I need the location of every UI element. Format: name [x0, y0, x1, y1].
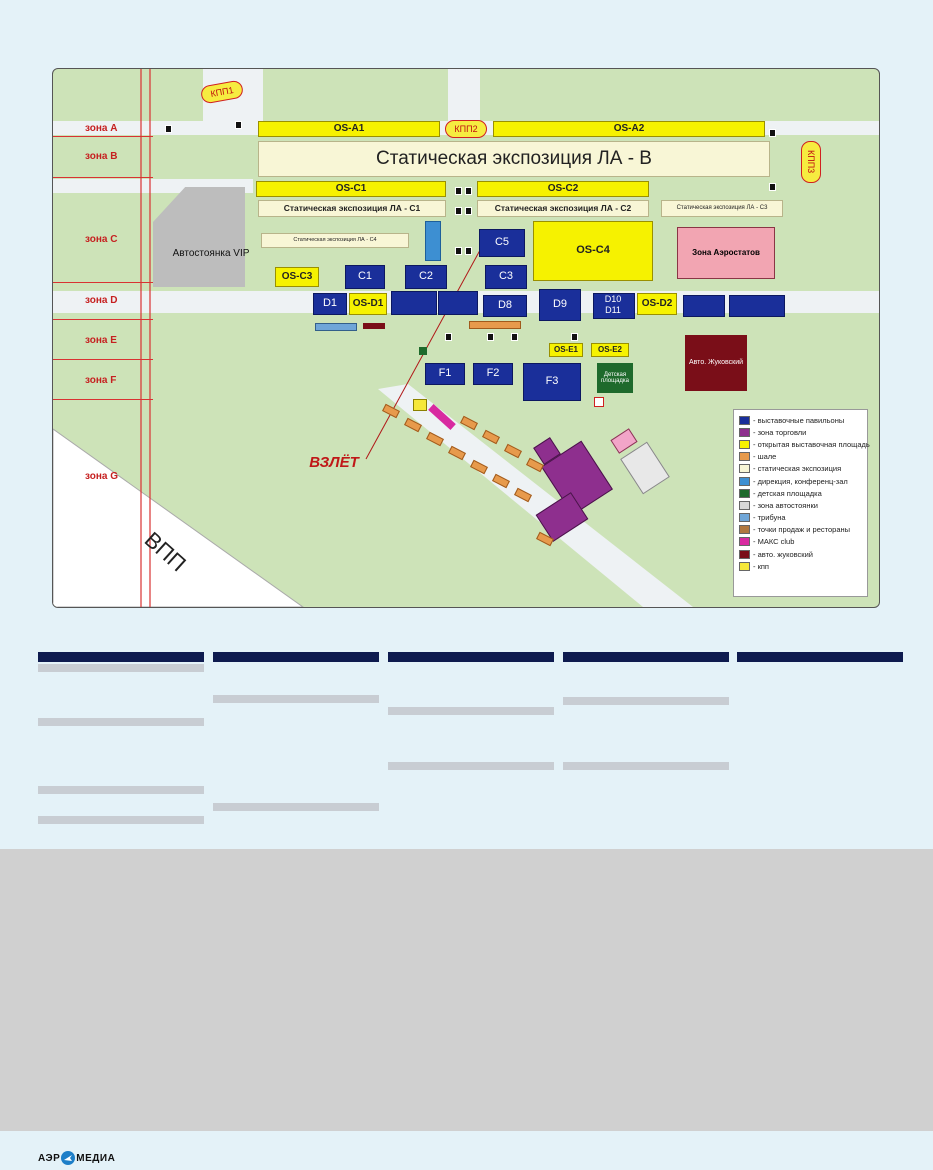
- legend-label: - зона автостоянки: [753, 500, 818, 510]
- legend-label: - МАКС club: [753, 537, 795, 547]
- marker-7: [465, 207, 472, 215]
- legend-item: [739, 499, 862, 511]
- zone-divider-c: [53, 282, 153, 283]
- row-divider: [38, 718, 204, 726]
- legend-swatch: [739, 477, 750, 486]
- directorate-building: [425, 221, 441, 261]
- legend-swatch: [739, 513, 750, 522]
- legend-swatch: [739, 489, 750, 498]
- column-header-4: [563, 652, 729, 662]
- legend-swatch: [739, 440, 750, 449]
- legend-item: [739, 451, 862, 463]
- legend-label: - шале: [753, 452, 777, 462]
- pavilion-d11: D11: [605, 304, 621, 315]
- legend-item: [739, 475, 862, 487]
- pavilion-f3: F3: [523, 363, 581, 401]
- marker-13: [511, 333, 518, 341]
- auto-zhukovsky: Авто. Жуковский: [685, 335, 747, 391]
- legend-item: [739, 524, 862, 536]
- marker-14: [571, 333, 578, 341]
- row-divider: [388, 707, 554, 715]
- os-c2-area: OS-C2: [477, 181, 649, 197]
- legend-swatch: [739, 416, 750, 425]
- column-header-2: [213, 652, 379, 662]
- pavilion-f1: F1: [425, 363, 465, 385]
- legend-item: [739, 536, 862, 548]
- kids-playground: Детская площадка: [597, 363, 633, 393]
- marker-1: [165, 125, 172, 133]
- zone-g-label: зона G: [85, 471, 118, 482]
- runway-label: ВПП: [139, 527, 191, 577]
- column-header-3: [388, 652, 554, 662]
- plane-icon: [61, 1151, 75, 1165]
- legend-label: - открытая выставочная площадь: [753, 439, 870, 449]
- marker-5: [465, 187, 472, 195]
- os-a1-area: OS-A1: [258, 121, 440, 137]
- zone-d-label: зона D: [85, 295, 118, 306]
- os-a2-area: OS-A2: [493, 121, 765, 137]
- restaurant-strip-d: [469, 321, 521, 329]
- pavilion-d-row-right-2: [729, 295, 785, 317]
- grey-placeholder-area: [0, 849, 933, 1131]
- row-divider: [38, 786, 204, 794]
- os-e1-area: OS-E1: [549, 343, 583, 357]
- pavilion-f2: F2: [473, 363, 513, 385]
- parking-vip-label: Автостоянка VIP: [172, 247, 250, 259]
- pavilion-c3: C3: [485, 265, 527, 289]
- os-d1-area: OS-D1: [349, 293, 387, 315]
- legend-label: - кпп: [753, 561, 769, 571]
- zone-f-label: зона F: [85, 375, 117, 386]
- pavilion-d-row-mid: [438, 291, 478, 315]
- tribune-stand: [315, 323, 357, 331]
- zone-divider-d: [53, 319, 153, 320]
- marker-8: [455, 247, 462, 255]
- legend-item: [739, 560, 862, 572]
- os-c1-area: OS-C1: [256, 181, 446, 197]
- pavilion-d-row-left: [391, 291, 437, 315]
- static-expo-c3: Статическая экспозиция ЛА - С3: [661, 200, 783, 217]
- zone-divider-f: [53, 399, 153, 400]
- legend-label: - авто. жуковский: [753, 549, 813, 559]
- zone-divider-e: [53, 359, 153, 360]
- marker-9: [465, 247, 472, 255]
- kpp3-badge: КПП3: [801, 141, 821, 183]
- legend-swatch: [739, 562, 750, 571]
- row-divider: [388, 762, 554, 770]
- marker-2: [235, 121, 242, 129]
- row-divider: [563, 762, 729, 770]
- aeromedia-logo: [38, 1151, 115, 1165]
- legend-item: [739, 548, 862, 560]
- zone-b-label: зона В: [85, 151, 118, 162]
- legend-item: [739, 463, 862, 475]
- row-divider: [38, 816, 204, 824]
- static-expo-c2: Статическая экспозиция ЛА - С2: [477, 200, 649, 217]
- map-legend: [733, 409, 868, 597]
- kids-marker-e: [419, 347, 427, 355]
- legend-label: - зона торговли: [753, 427, 807, 437]
- row-divider: [563, 697, 729, 705]
- os-c3-area: OS-C3: [275, 267, 319, 287]
- legend-item: [739, 438, 870, 450]
- site-map: [52, 68, 880, 608]
- os-d2-area: OS-D2: [637, 293, 677, 315]
- legend-swatch: [739, 501, 750, 510]
- pavilion-d8: D8: [483, 295, 527, 317]
- pavilion-d-row-right-1: [683, 295, 725, 317]
- os-c4-area: OS-C4: [533, 221, 653, 281]
- marker-12: [487, 333, 494, 341]
- tribune-stand-2: [363, 323, 385, 329]
- marker-11: [445, 333, 452, 341]
- pavilion-d9: D9: [539, 289, 581, 321]
- row-divider: [38, 664, 204, 672]
- marker-3: [769, 129, 776, 137]
- static-expo-c4: Статическая экспозиция ЛА - С4: [261, 233, 409, 248]
- static-expo-b: Статическая экспозиция ЛА - В: [258, 141, 770, 177]
- zone-a-label: зона А: [85, 123, 118, 134]
- kpp1-badge: КПП1: [200, 79, 244, 104]
- legend-item: [739, 487, 862, 499]
- legend-label: - точки продаж и рестораны: [753, 525, 851, 535]
- kpp-marker-f: [594, 397, 604, 407]
- vzlet-logo: ВЗЛЁТ: [309, 454, 359, 472]
- pavilion-d10: D10: [604, 293, 622, 304]
- static-expo-c1: Статическая экспозиция ЛА - С1: [258, 200, 446, 217]
- legend-swatch: [739, 428, 750, 437]
- pavilion-c2: C2: [405, 265, 447, 289]
- legend-label: - трибуна: [753, 513, 786, 523]
- row-divider: [213, 695, 379, 703]
- pavilion-c1: C1: [345, 265, 385, 289]
- legend-label: - статическая экспозиция: [753, 464, 842, 474]
- os-e2-area: OS-E2: [591, 343, 629, 357]
- marker-10: [769, 183, 776, 191]
- zone-c-label: зона С: [85, 234, 118, 245]
- legend-swatch: [739, 525, 750, 534]
- pavilion-c5: C5: [479, 229, 525, 257]
- legend-label: - дирекция, конференц-зал: [753, 476, 848, 486]
- legend-swatch: [739, 452, 750, 461]
- legend-swatch: [739, 550, 750, 559]
- legend-item: [739, 414, 862, 426]
- marker-4: [455, 187, 462, 195]
- logo-text-left: АЭР: [38, 1152, 61, 1164]
- legend-swatch: [739, 464, 750, 473]
- column-header-5: [737, 652, 903, 662]
- legend-label: - выставочные павильоны: [753, 415, 845, 425]
- legend-item: [739, 426, 862, 438]
- kpp2-badge: КПП2: [445, 120, 487, 138]
- marker-6: [455, 207, 462, 215]
- aerostat-zone: Зона Аэростатов: [677, 227, 775, 279]
- pavilion-d1: D1: [313, 293, 347, 315]
- legend-swatch: [739, 537, 750, 546]
- legend-item: [739, 512, 862, 524]
- yellow-kpp-g: [413, 399, 427, 411]
- zone-e-label: зона E: [85, 335, 117, 346]
- column-header-1: [38, 652, 204, 662]
- legend-label: - детская площадка: [753, 488, 822, 498]
- logo-text-right: МЕДИА: [76, 1152, 116, 1164]
- row-divider: [213, 803, 379, 811]
- zone-divider-b: [53, 177, 153, 178]
